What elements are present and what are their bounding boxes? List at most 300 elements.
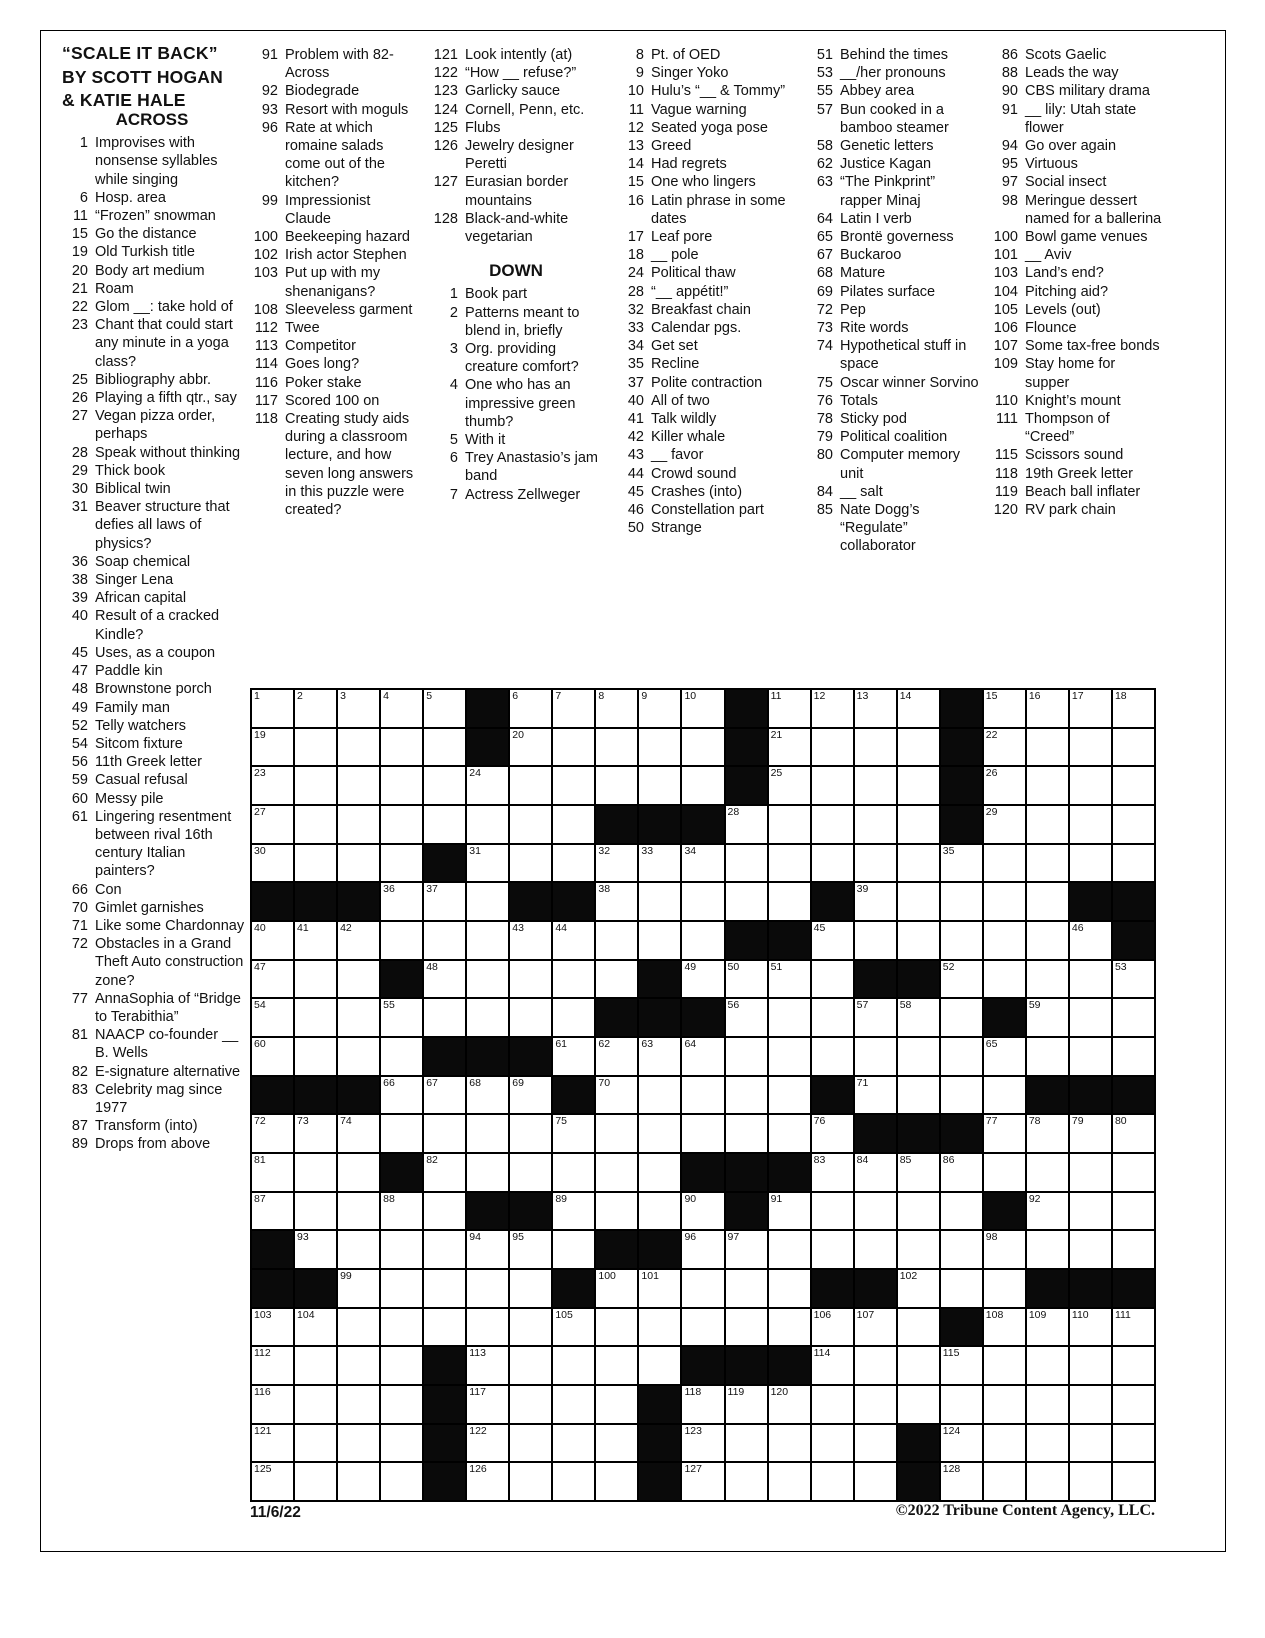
cell-r15-c20[interactable] xyxy=(1069,1230,1112,1269)
cell-r9-c21[interactable] xyxy=(1112,998,1155,1037)
cell-r15-c5[interactable] xyxy=(423,1230,466,1269)
cell-r20-c15[interactable] xyxy=(854,1424,897,1463)
cell-r10-c21[interactable] xyxy=(1112,1037,1155,1076)
cell-r2-c15[interactable] xyxy=(854,728,897,767)
cell-r1-c16[interactable] xyxy=(897,689,940,728)
cell-r16-c6[interactable] xyxy=(466,1269,509,1308)
cell-r20-c2[interactable] xyxy=(294,1424,337,1463)
cell-r2-c2[interactable] xyxy=(294,728,337,767)
cell-r18-c15[interactable] xyxy=(854,1346,897,1385)
cell-r18-c18[interactable] xyxy=(983,1346,1026,1385)
cell-r9-c4[interactable] xyxy=(380,998,423,1037)
cell-r15-c18[interactable] xyxy=(983,1230,1026,1269)
cell-r5-c12[interactable] xyxy=(725,844,768,883)
cell-r5-c16[interactable] xyxy=(897,844,940,883)
cell-r4-c14[interactable] xyxy=(811,805,854,844)
cell-r7-c14[interactable] xyxy=(811,921,854,960)
cell-r14-c19[interactable] xyxy=(1026,1192,1069,1231)
cell-r5-c2[interactable] xyxy=(294,844,337,883)
cell-r1-c3[interactable] xyxy=(337,689,380,728)
cell-r2-c9[interactable] xyxy=(595,728,638,767)
cell-r13-c14[interactable] xyxy=(811,1153,854,1192)
cell-r11-c16[interactable] xyxy=(897,1076,940,1115)
cell-r5-c17[interactable] xyxy=(940,844,983,883)
cell-r18-c2[interactable] xyxy=(294,1346,337,1385)
cell-r5-c4[interactable] xyxy=(380,844,423,883)
cell-r8-c2[interactable] xyxy=(294,960,337,999)
cell-r21-c18[interactable] xyxy=(983,1462,1026,1501)
cell-r7-c15[interactable] xyxy=(854,921,897,960)
cell-r3-c19[interactable] xyxy=(1026,766,1069,805)
cell-r12-c10[interactable] xyxy=(638,1114,681,1153)
cell-r16-c9[interactable] xyxy=(595,1269,638,1308)
cell-r6-c16[interactable] xyxy=(897,882,940,921)
cell-r17-c1[interactable] xyxy=(251,1308,294,1347)
cell-r15-c15[interactable] xyxy=(854,1230,897,1269)
cell-r10-c11[interactable] xyxy=(681,1037,724,1076)
cell-r19-c17[interactable] xyxy=(940,1385,983,1424)
cell-r12-c18[interactable] xyxy=(983,1114,1026,1153)
cell-r2-c4[interactable] xyxy=(380,728,423,767)
cell-r20-c3[interactable] xyxy=(337,1424,380,1463)
cell-r15-c3[interactable] xyxy=(337,1230,380,1269)
cell-r15-c14[interactable] xyxy=(811,1230,854,1269)
cell-r11-c9[interactable] xyxy=(595,1076,638,1115)
cell-r18-c19[interactable] xyxy=(1026,1346,1069,1385)
cell-r13-c16[interactable] xyxy=(897,1153,940,1192)
cell-r10-c8[interactable] xyxy=(552,1037,595,1076)
cell-r6-c9[interactable] xyxy=(595,882,638,921)
cell-r6-c4[interactable] xyxy=(380,882,423,921)
cell-r8-c14[interactable] xyxy=(811,960,854,999)
cell-r19-c6[interactable] xyxy=(466,1385,509,1424)
cell-r19-c8[interactable] xyxy=(552,1385,595,1424)
cell-r21-c20[interactable] xyxy=(1069,1462,1112,1501)
cell-r1-c13[interactable] xyxy=(768,689,811,728)
cell-r3-c14[interactable] xyxy=(811,766,854,805)
cell-r6-c12[interactable] xyxy=(725,882,768,921)
cell-r19-c13[interactable] xyxy=(768,1385,811,1424)
cell-r5-c20[interactable] xyxy=(1069,844,1112,883)
cell-r3-c21[interactable] xyxy=(1112,766,1155,805)
cell-r19-c4[interactable] xyxy=(380,1385,423,1424)
cell-r17-c5[interactable] xyxy=(423,1308,466,1347)
cell-r12-c1[interactable] xyxy=(251,1114,294,1153)
cell-r14-c11[interactable] xyxy=(681,1192,724,1231)
cell-r3-c20[interactable] xyxy=(1069,766,1112,805)
cell-r17-c21[interactable] xyxy=(1112,1308,1155,1347)
cell-r8-c18[interactable] xyxy=(983,960,1026,999)
cell-r1-c7[interactable] xyxy=(509,689,552,728)
cell-r14-c8[interactable] xyxy=(552,1192,595,1231)
cell-r5-c9[interactable] xyxy=(595,844,638,883)
cell-r5-c11[interactable] xyxy=(681,844,724,883)
cell-r7-c4[interactable] xyxy=(380,921,423,960)
cell-r16-c13[interactable] xyxy=(768,1269,811,1308)
cell-r2-c18[interactable] xyxy=(983,728,1026,767)
cell-r18-c17[interactable] xyxy=(940,1346,983,1385)
cell-r4-c20[interactable] xyxy=(1069,805,1112,844)
cell-r10-c19[interactable] xyxy=(1026,1037,1069,1076)
cell-r21-c12[interactable] xyxy=(725,1462,768,1501)
cell-r9-c15[interactable] xyxy=(854,998,897,1037)
cell-r16-c10[interactable] xyxy=(638,1269,681,1308)
cell-r13-c5[interactable] xyxy=(423,1153,466,1192)
cell-r16-c3[interactable] xyxy=(337,1269,380,1308)
cell-r5-c15[interactable] xyxy=(854,844,897,883)
cell-r13-c9[interactable] xyxy=(595,1153,638,1192)
cell-r21-c4[interactable] xyxy=(380,1462,423,1501)
cell-r2-c3[interactable] xyxy=(337,728,380,767)
cell-r3-c13[interactable] xyxy=(768,766,811,805)
cell-r12-c8[interactable] xyxy=(552,1114,595,1153)
cell-r13-c8[interactable] xyxy=(552,1153,595,1192)
cell-r11-c17[interactable] xyxy=(940,1076,983,1115)
cell-r14-c10[interactable] xyxy=(638,1192,681,1231)
cell-r12-c11[interactable] xyxy=(681,1114,724,1153)
cell-r19-c11[interactable] xyxy=(681,1385,724,1424)
cell-r11-c15[interactable] xyxy=(854,1076,897,1115)
cell-r10-c14[interactable] xyxy=(811,1037,854,1076)
cell-r3-c5[interactable] xyxy=(423,766,466,805)
cell-r17-c4[interactable] xyxy=(380,1308,423,1347)
cell-r9-c8[interactable] xyxy=(552,998,595,1037)
cell-r1-c10[interactable] xyxy=(638,689,681,728)
cell-r9-c2[interactable] xyxy=(294,998,337,1037)
cell-r21-c13[interactable] xyxy=(768,1462,811,1501)
cell-r21-c17[interactable] xyxy=(940,1462,983,1501)
cell-r1-c9[interactable] xyxy=(595,689,638,728)
cell-r4-c7[interactable] xyxy=(509,805,552,844)
cell-r8-c1[interactable] xyxy=(251,960,294,999)
cell-r19-c14[interactable] xyxy=(811,1385,854,1424)
cell-r12-c21[interactable] xyxy=(1112,1114,1155,1153)
cell-r5-c13[interactable] xyxy=(768,844,811,883)
cell-r1-c5[interactable] xyxy=(423,689,466,728)
cell-r5-c1[interactable] xyxy=(251,844,294,883)
cell-r13-c6[interactable] xyxy=(466,1153,509,1192)
cell-r14-c16[interactable] xyxy=(897,1192,940,1231)
cell-r10-c9[interactable] xyxy=(595,1037,638,1076)
cell-r5-c18[interactable] xyxy=(983,844,1026,883)
cell-r14-c20[interactable] xyxy=(1069,1192,1112,1231)
cell-r7-c18[interactable] xyxy=(983,921,1026,960)
cell-r15-c7[interactable] xyxy=(509,1230,552,1269)
cell-r6-c19[interactable] xyxy=(1026,882,1069,921)
cell-r20-c18[interactable] xyxy=(983,1424,1026,1463)
cell-r15-c6[interactable] xyxy=(466,1230,509,1269)
cell-r10-c2[interactable] xyxy=(294,1037,337,1076)
cell-r10-c3[interactable] xyxy=(337,1037,380,1076)
cell-r9-c7[interactable] xyxy=(509,998,552,1037)
cell-r17-c10[interactable] xyxy=(638,1308,681,1347)
cell-r21-c1[interactable] xyxy=(251,1462,294,1501)
cell-r1-c11[interactable] xyxy=(681,689,724,728)
cell-r13-c7[interactable] xyxy=(509,1153,552,1192)
cell-r8-c11[interactable] xyxy=(681,960,724,999)
cell-r19-c16[interactable] xyxy=(897,1385,940,1424)
cell-r15-c12[interactable] xyxy=(725,1230,768,1269)
cell-r2-c1[interactable] xyxy=(251,728,294,767)
cell-r17-c18[interactable] xyxy=(983,1308,1026,1347)
cell-r20-c19[interactable] xyxy=(1026,1424,1069,1463)
cell-r12-c20[interactable] xyxy=(1069,1114,1112,1153)
cell-r20-c7[interactable] xyxy=(509,1424,552,1463)
cell-r2-c19[interactable] xyxy=(1026,728,1069,767)
cell-r13-c15[interactable] xyxy=(854,1153,897,1192)
cell-r21-c7[interactable] xyxy=(509,1462,552,1501)
cell-r9-c12[interactable] xyxy=(725,998,768,1037)
cell-r14-c21[interactable] xyxy=(1112,1192,1155,1231)
cell-r20-c14[interactable] xyxy=(811,1424,854,1463)
cell-r2-c11[interactable] xyxy=(681,728,724,767)
cell-r3-c6[interactable] xyxy=(466,766,509,805)
cell-r20-c12[interactable] xyxy=(725,1424,768,1463)
cell-r16-c4[interactable] xyxy=(380,1269,423,1308)
cell-r7-c20[interactable] xyxy=(1069,921,1112,960)
cell-r2-c7[interactable] xyxy=(509,728,552,767)
cell-r17-c15[interactable] xyxy=(854,1308,897,1347)
cell-r15-c13[interactable] xyxy=(768,1230,811,1269)
cell-r1-c4[interactable] xyxy=(380,689,423,728)
cell-r20-c6[interactable] xyxy=(466,1424,509,1463)
cell-r12-c6[interactable] xyxy=(466,1114,509,1153)
cell-r4-c6[interactable] xyxy=(466,805,509,844)
cell-r8-c3[interactable] xyxy=(337,960,380,999)
cell-r21-c8[interactable] xyxy=(552,1462,595,1501)
cell-r9-c1[interactable] xyxy=(251,998,294,1037)
cell-r17-c2[interactable] xyxy=(294,1308,337,1347)
cell-r5-c6[interactable] xyxy=(466,844,509,883)
cell-r10-c20[interactable] xyxy=(1069,1037,1112,1076)
cell-r1-c15[interactable] xyxy=(854,689,897,728)
cell-r13-c3[interactable] xyxy=(337,1153,380,1192)
cell-r18-c16[interactable] xyxy=(897,1346,940,1385)
cell-r1-c2[interactable] xyxy=(294,689,337,728)
cell-r18-c3[interactable] xyxy=(337,1346,380,1385)
cell-r12-c5[interactable] xyxy=(423,1114,466,1153)
cell-r4-c15[interactable] xyxy=(854,805,897,844)
cell-r20-c17[interactable] xyxy=(940,1424,983,1463)
cell-r14-c14[interactable] xyxy=(811,1192,854,1231)
cell-r5-c19[interactable] xyxy=(1026,844,1069,883)
cell-r15-c4[interactable] xyxy=(380,1230,423,1269)
cell-r17-c13[interactable] xyxy=(768,1308,811,1347)
cell-r12-c12[interactable] xyxy=(725,1114,768,1153)
cell-r4-c21[interactable] xyxy=(1112,805,1155,844)
cell-r8-c8[interactable] xyxy=(552,960,595,999)
cell-r6-c17[interactable] xyxy=(940,882,983,921)
cell-r3-c18[interactable] xyxy=(983,766,1026,805)
cell-r14-c9[interactable] xyxy=(595,1192,638,1231)
cell-r14-c2[interactable] xyxy=(294,1192,337,1231)
cell-r3-c3[interactable] xyxy=(337,766,380,805)
cell-r6-c18[interactable] xyxy=(983,882,1026,921)
cell-r21-c11[interactable] xyxy=(681,1462,724,1501)
cell-r4-c3[interactable] xyxy=(337,805,380,844)
cell-r3-c1[interactable] xyxy=(251,766,294,805)
cell-r18-c9[interactable] xyxy=(595,1346,638,1385)
cell-r18-c1[interactable] xyxy=(251,1346,294,1385)
cell-r13-c17[interactable] xyxy=(940,1153,983,1192)
cell-r7-c2[interactable] xyxy=(294,921,337,960)
cell-r20-c13[interactable] xyxy=(768,1424,811,1463)
cell-r16-c18[interactable] xyxy=(983,1269,1026,1308)
cell-r6-c10[interactable] xyxy=(638,882,681,921)
cell-r14-c15[interactable] xyxy=(854,1192,897,1231)
cell-r10-c18[interactable] xyxy=(983,1037,1026,1076)
cell-r10-c16[interactable] xyxy=(897,1037,940,1076)
cell-r4-c19[interactable] xyxy=(1026,805,1069,844)
cell-r4-c8[interactable] xyxy=(552,805,595,844)
cell-r20-c8[interactable] xyxy=(552,1424,595,1463)
cell-r18-c6[interactable] xyxy=(466,1346,509,1385)
cell-r15-c17[interactable] xyxy=(940,1230,983,1269)
cell-r12-c7[interactable] xyxy=(509,1114,552,1153)
cell-r12-c13[interactable] xyxy=(768,1114,811,1153)
cell-r4-c5[interactable] xyxy=(423,805,466,844)
cell-r16-c7[interactable] xyxy=(509,1269,552,1308)
cell-r8-c9[interactable] xyxy=(595,960,638,999)
cell-r7-c8[interactable] xyxy=(552,921,595,960)
cell-r7-c17[interactable] xyxy=(940,921,983,960)
cell-r10-c17[interactable] xyxy=(940,1037,983,1076)
cell-r2-c13[interactable] xyxy=(768,728,811,767)
cell-r20-c4[interactable] xyxy=(380,1424,423,1463)
cell-r15-c21[interactable] xyxy=(1112,1230,1155,1269)
cell-r9-c19[interactable] xyxy=(1026,998,1069,1037)
cell-r17-c6[interactable] xyxy=(466,1308,509,1347)
cell-r19-c18[interactable] xyxy=(983,1385,1026,1424)
cell-r8-c19[interactable] xyxy=(1026,960,1069,999)
cell-r10-c15[interactable] xyxy=(854,1037,897,1076)
cell-r10-c10[interactable] xyxy=(638,1037,681,1076)
cell-r2-c8[interactable] xyxy=(552,728,595,767)
cell-r8-c13[interactable] xyxy=(768,960,811,999)
cell-r9-c16[interactable] xyxy=(897,998,940,1037)
cell-r9-c5[interactable] xyxy=(423,998,466,1037)
cell-r19-c15[interactable] xyxy=(854,1385,897,1424)
cell-r8-c6[interactable] xyxy=(466,960,509,999)
cell-r17-c9[interactable] xyxy=(595,1308,638,1347)
cell-r8-c12[interactable] xyxy=(725,960,768,999)
cell-r17-c20[interactable] xyxy=(1069,1308,1112,1347)
cell-r5-c14[interactable] xyxy=(811,844,854,883)
cell-r12-c3[interactable] xyxy=(337,1114,380,1153)
cell-r8-c7[interactable] xyxy=(509,960,552,999)
cell-r9-c3[interactable] xyxy=(337,998,380,1037)
cell-r17-c14[interactable] xyxy=(811,1308,854,1347)
cell-r8-c5[interactable] xyxy=(423,960,466,999)
cell-r2-c16[interactable] xyxy=(897,728,940,767)
cell-r9-c13[interactable] xyxy=(768,998,811,1037)
cell-r18-c21[interactable] xyxy=(1112,1346,1155,1385)
cell-r4-c12[interactable] xyxy=(725,805,768,844)
cell-r3-c4[interactable] xyxy=(380,766,423,805)
cell-r17-c8[interactable] xyxy=(552,1308,595,1347)
cell-r17-c11[interactable] xyxy=(681,1308,724,1347)
cell-r6-c6[interactable] xyxy=(466,882,509,921)
cell-r19-c20[interactable] xyxy=(1069,1385,1112,1424)
cell-r3-c10[interactable] xyxy=(638,766,681,805)
cell-r9-c17[interactable] xyxy=(940,998,983,1037)
cell-r20-c20[interactable] xyxy=(1069,1424,1112,1463)
cell-r10-c1[interactable] xyxy=(251,1037,294,1076)
cell-r5-c3[interactable] xyxy=(337,844,380,883)
cell-r3-c2[interactable] xyxy=(294,766,337,805)
cell-r14-c13[interactable] xyxy=(768,1192,811,1231)
cell-r21-c14[interactable] xyxy=(811,1462,854,1501)
cell-r7-c9[interactable] xyxy=(595,921,638,960)
cell-r20-c9[interactable] xyxy=(595,1424,638,1463)
cell-r20-c21[interactable] xyxy=(1112,1424,1155,1463)
cell-r11-c18[interactable] xyxy=(983,1076,1026,1115)
cell-r2-c5[interactable] xyxy=(423,728,466,767)
cell-r7-c5[interactable] xyxy=(423,921,466,960)
cell-r17-c3[interactable] xyxy=(337,1308,380,1347)
cell-r7-c7[interactable] xyxy=(509,921,552,960)
cell-r10-c12[interactable] xyxy=(725,1037,768,1076)
cell-r13-c1[interactable] xyxy=(251,1153,294,1192)
cell-r11-c7[interactable] xyxy=(509,1076,552,1115)
cell-r14-c4[interactable] xyxy=(380,1192,423,1231)
cell-r21-c21[interactable] xyxy=(1112,1462,1155,1501)
cell-r2-c14[interactable] xyxy=(811,728,854,767)
cell-r12-c19[interactable] xyxy=(1026,1114,1069,1153)
cell-r1-c8[interactable] xyxy=(552,689,595,728)
cell-r20-c1[interactable] xyxy=(251,1424,294,1463)
cell-r1-c20[interactable] xyxy=(1069,689,1112,728)
cell-r12-c2[interactable] xyxy=(294,1114,337,1153)
cell-r3-c15[interactable] xyxy=(854,766,897,805)
cell-r19-c9[interactable] xyxy=(595,1385,638,1424)
cell-r13-c18[interactable] xyxy=(983,1153,1026,1192)
cell-r2-c21[interactable] xyxy=(1112,728,1155,767)
cell-r2-c20[interactable] xyxy=(1069,728,1112,767)
cell-r19-c3[interactable] xyxy=(337,1385,380,1424)
cell-r18-c8[interactable] xyxy=(552,1346,595,1385)
cell-r4-c4[interactable] xyxy=(380,805,423,844)
cell-r9-c14[interactable] xyxy=(811,998,854,1037)
cell-r19-c2[interactable] xyxy=(294,1385,337,1424)
cell-r7-c19[interactable] xyxy=(1026,921,1069,960)
cell-r5-c10[interactable] xyxy=(638,844,681,883)
cell-r14-c1[interactable] xyxy=(251,1192,294,1231)
cell-r11-c4[interactable] xyxy=(380,1076,423,1115)
cell-r18-c7[interactable] xyxy=(509,1346,552,1385)
cell-r20-c11[interactable] xyxy=(681,1424,724,1463)
cell-r13-c20[interactable] xyxy=(1069,1153,1112,1192)
cell-r21-c2[interactable] xyxy=(294,1462,337,1501)
cell-r4-c13[interactable] xyxy=(768,805,811,844)
cell-r11-c12[interactable] xyxy=(725,1076,768,1115)
cell-r8-c20[interactable] xyxy=(1069,960,1112,999)
cell-r3-c11[interactable] xyxy=(681,766,724,805)
cell-r15-c19[interactable] xyxy=(1026,1230,1069,1269)
cell-r21-c6[interactable] xyxy=(466,1462,509,1501)
cell-r14-c17[interactable] xyxy=(940,1192,983,1231)
cell-r21-c15[interactable] xyxy=(854,1462,897,1501)
cell-r19-c19[interactable] xyxy=(1026,1385,1069,1424)
cell-r12-c9[interactable] xyxy=(595,1114,638,1153)
cell-r18-c14[interactable] xyxy=(811,1346,854,1385)
cell-r16-c12[interactable] xyxy=(725,1269,768,1308)
cell-r1-c21[interactable] xyxy=(1112,689,1155,728)
cell-r16-c17[interactable] xyxy=(940,1269,983,1308)
cell-r13-c21[interactable] xyxy=(1112,1153,1155,1192)
cell-r14-c3[interactable] xyxy=(337,1192,380,1231)
cell-r14-c5[interactable] xyxy=(423,1192,466,1231)
